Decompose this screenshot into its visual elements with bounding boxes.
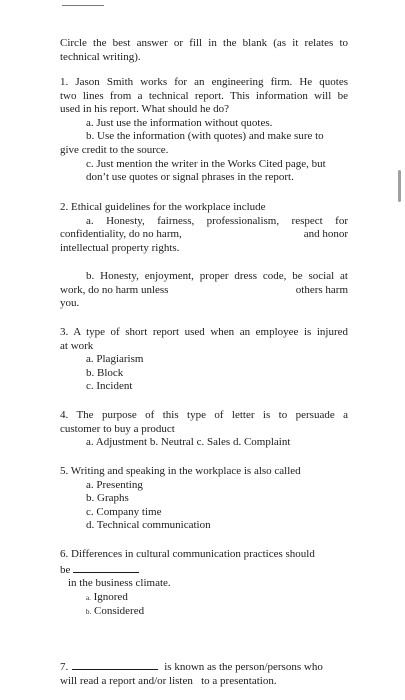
instructions-line: Circle the best answer or fill in the blank (as it relates to [60, 37, 348, 49]
question-text-with-blank [60, 562, 348, 578]
option-marker: b. [86, 608, 92, 617]
question-6 [60, 548, 348, 620]
question-1 [60, 76, 348, 185]
answer-option[interactable]: b. Graphs [86, 492, 129, 505]
question-text: used in his report. What should he do? [60, 103, 230, 116]
fill-in-blank[interactable] [72, 659, 158, 670]
question-text: customer to buy a product [60, 422, 175, 435]
question-text: 3. A type of short report used when an employee is injured [60, 326, 348, 338]
answer-option[interactable] [60, 605, 348, 620]
answer-option[interactable]: a. Plagiarism [86, 353, 144, 366]
answer-option[interactable]: a. Just use the information without quotes. [86, 116, 273, 129]
option-text: Considered [94, 605, 145, 618]
question-text: 5. Writing and speaking in the workplace is also called [60, 465, 301, 477]
question-text: at work [60, 339, 94, 352]
question-text: in the business climate. [68, 577, 171, 590]
question-text: 1. Jason Smith works for an engineering firm. He quotes [60, 76, 348, 88]
question-3 [60, 326, 348, 394]
question-5 [60, 465, 348, 533]
answer-option-continued: you. [60, 297, 80, 310]
answer-option[interactable]: b. Block [86, 366, 124, 379]
question-number: 7. [60, 661, 69, 673]
answer-option[interactable]: d. Technical communication [86, 519, 211, 532]
question-4 [60, 409, 348, 450]
answer-option[interactable]: c. Just mention the writer in the Works Cited page, but [86, 157, 326, 170]
option-text: and honor [303, 228, 348, 241]
question-2-option-b [60, 270, 348, 311]
answer-option-continued: intellectual property rights. [60, 241, 180, 254]
top-rule [62, 5, 104, 6]
answer-option[interactable] [60, 591, 348, 606]
option-marker: a. [86, 593, 91, 602]
instructions-line: technical writing). [60, 50, 141, 63]
question-text: be [60, 563, 71, 576]
question-text: 6. Differences in cultural communication practices should [60, 548, 315, 560]
question-7 [60, 659, 348, 688]
answer-option-continued [60, 284, 348, 298]
answer-option-continued: don’t use quotes or signal phrases in the report. [86, 171, 294, 184]
instructions [60, 37, 348, 64]
answer-option-continued: give credit to the source. [60, 143, 169, 156]
question-text: will read a report and/or listen to a presentation. [60, 674, 277, 687]
answer-options-row[interactable]: a. Adjustment b. Neutral c. Sales d. Complaint [86, 436, 291, 449]
question-text: 4. The purpose of this type of letter is to persuade a [60, 409, 348, 421]
option-text: others harm [295, 283, 348, 296]
answer-option[interactable]: a. Honesty, fairness, professionalism, respect for [86, 214, 348, 227]
question-text-with-blank [60, 659, 348, 675]
question-2 [60, 201, 348, 255]
answer-option[interactable]: b. Honesty, enjoyment, proper dress code, be social at [86, 270, 348, 282]
answer-option[interactable]: a. Presenting [86, 478, 143, 491]
question-text: 2. Ethical guidelines for the workplace include [60, 201, 266, 213]
option-text: Ignored [93, 590, 128, 603]
answer-option[interactable]: b. Use the information (with quotes) and make sure to [86, 130, 324, 143]
answer-option-continued [60, 228, 348, 242]
fill-in-blank[interactable] [73, 562, 139, 573]
option-text: confidentiality, do no harm, [60, 228, 182, 241]
question-text: two lines from a technical report. This information will be [60, 89, 348, 102]
option-text: work, do no harm unless [60, 283, 169, 296]
answer-option[interactable]: c. Company time [86, 505, 162, 518]
question-text: is known as the person/persons who [164, 661, 323, 673]
answer-option[interactable]: c. Incident [86, 380, 133, 393]
scrollbar-thumb[interactable] [398, 170, 401, 202]
